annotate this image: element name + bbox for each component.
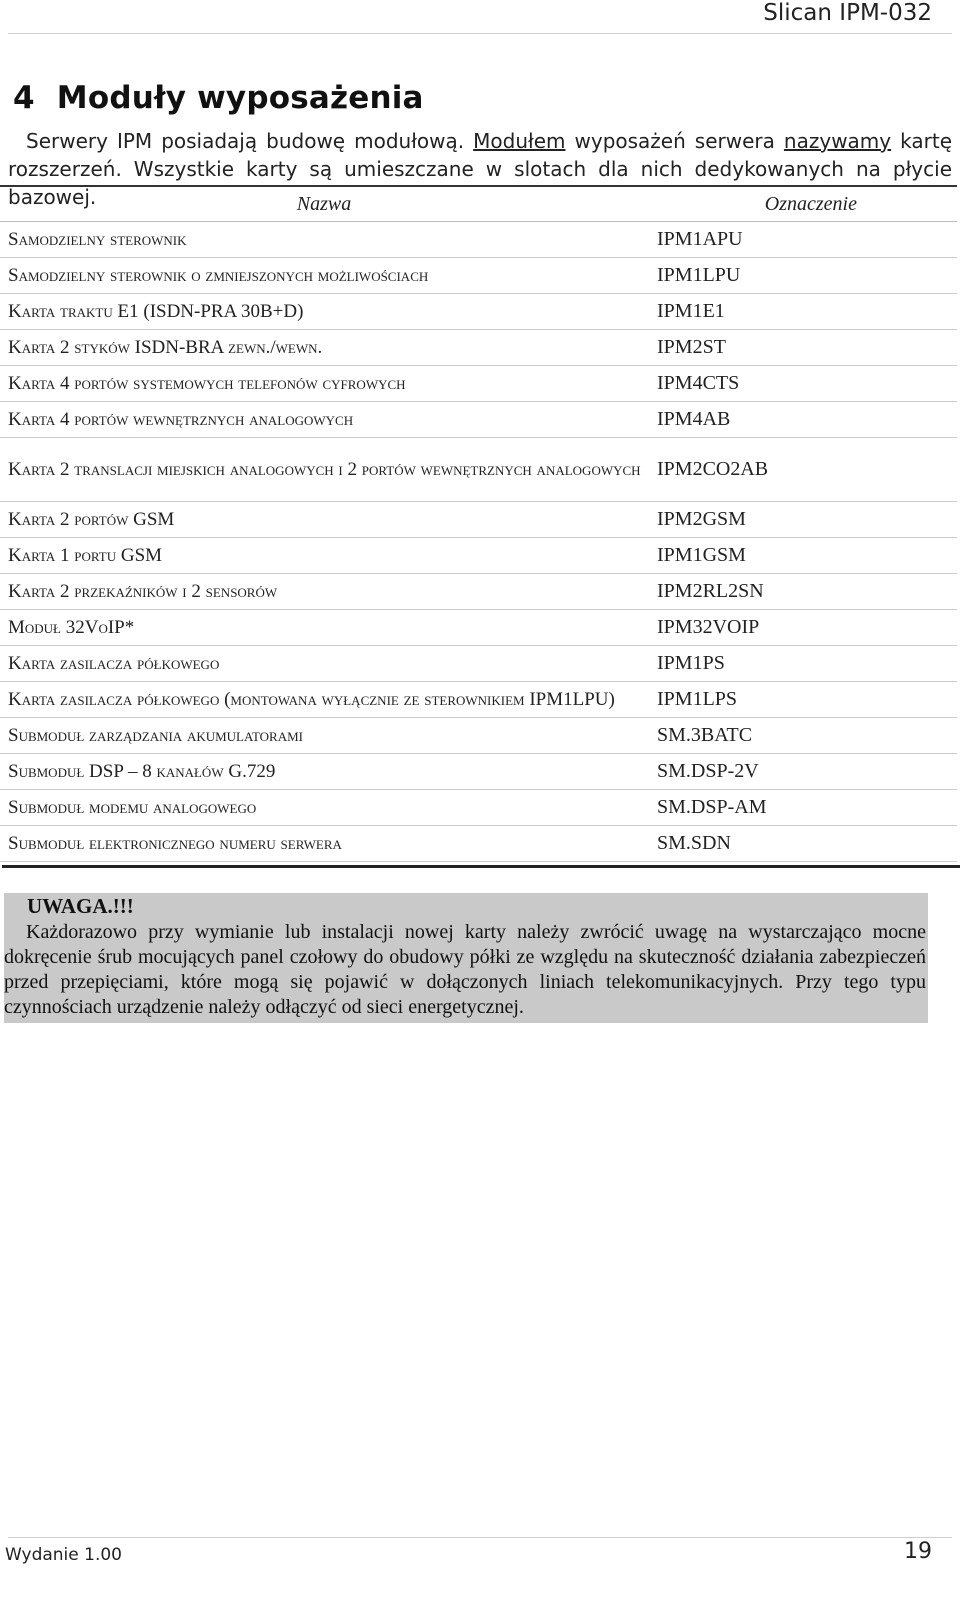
module-code: IPM1GSM xyxy=(648,538,957,574)
module-code: IPM1LPS xyxy=(648,682,957,718)
module-code: IPM2ST xyxy=(648,330,957,366)
table-row xyxy=(0,402,957,438)
table-header-row xyxy=(0,186,957,222)
table-row xyxy=(0,574,957,610)
document-title: Slican IPM-032 xyxy=(763,0,932,26)
intro-line-2: rozszerzeń. Wszystkie karty są umieszczane w slotach dla nich dedykowanych na płycie bazowej. xyxy=(8,157,952,209)
column-header-name: Nazwa xyxy=(0,186,648,222)
section-title: Moduły wyposażenia xyxy=(56,80,424,116)
section-number: 4 xyxy=(13,80,35,116)
table-row xyxy=(0,366,957,402)
module-code: IPM1E1 xyxy=(648,294,957,330)
module-code: SM.SDN xyxy=(648,826,957,862)
table-row xyxy=(0,718,957,754)
module-code: IPM1LPU xyxy=(648,258,957,294)
intro-link-modulem[interactable]: Modułem xyxy=(473,129,566,153)
table-row xyxy=(0,258,957,294)
table-row xyxy=(0,502,957,538)
module-name: Samodzielny sterownik o zmniejszonych możliwościach xyxy=(0,258,648,294)
intro-text-3: kartę xyxy=(891,129,952,153)
warning-title: UWAGA.!!! xyxy=(27,894,134,918)
module-name: Samodzielny sterownik xyxy=(0,222,648,258)
section-divider xyxy=(2,865,960,868)
module-code: SM.DSP-2V xyxy=(648,754,957,790)
edition-label: Wydanie 1.00 xyxy=(5,1545,122,1565)
module-name: Karta 2 przekaźników i 2 sensorów xyxy=(0,574,648,610)
column-header-code: Oznaczenie xyxy=(648,186,957,222)
module-code: IPM4AB xyxy=(648,402,957,438)
footer-divider xyxy=(8,1537,952,1538)
intro-link-nazywamy[interactable]: nazywamy xyxy=(783,129,892,153)
module-code: SM.3BATC xyxy=(648,718,957,754)
module-code: IPM32VOIP xyxy=(648,610,957,646)
module-name: Karta 4 portów wewnętrznych analogowych xyxy=(0,402,648,438)
module-name: Karta zasilacza półkowego xyxy=(0,646,648,682)
module-name: Karta traktu E1 (ISDN-PRA 30B+D) xyxy=(0,294,648,330)
table-row xyxy=(0,682,957,718)
module-name: Moduł 32VoIP* xyxy=(0,610,648,646)
table-row xyxy=(0,438,957,502)
page-number: 19 xyxy=(904,1539,932,1564)
table-row xyxy=(0,610,957,646)
module-code: IPM1PS xyxy=(648,646,957,682)
module-code: IPM4CTS xyxy=(648,366,957,402)
module-code: IPM1APU xyxy=(648,222,957,258)
module-name: Submoduł elektronicznego numeru serwera xyxy=(0,826,648,862)
module-name: Karta 1 portu GSM xyxy=(0,538,648,574)
intro-text-2: wyposażeń serwera xyxy=(565,129,784,153)
module-name: Karta 2 translacji miejskich analogowych i 2 portów wewnętrznych analogowych xyxy=(0,438,648,502)
modules-table xyxy=(0,185,957,862)
module-name: Submoduł zarządzania akumulatorami xyxy=(0,718,648,754)
module-code: SM.DSP-AM xyxy=(648,790,957,826)
table-row xyxy=(0,294,957,330)
table-row xyxy=(0,538,957,574)
module-name: Karta 2 styków ISDN-BRA zewn./wewn. xyxy=(0,330,648,366)
module-name: Karta 4 portów systemowych telefonów cyfrowych xyxy=(0,366,648,402)
table-row xyxy=(0,222,957,258)
table-row xyxy=(0,790,957,826)
section-heading xyxy=(13,80,424,116)
table-row xyxy=(0,330,957,366)
module-name: Submoduł DSP – 8 kanałów G.729 xyxy=(0,754,648,790)
module-code: IPM2RL2SN xyxy=(648,574,957,610)
table-row xyxy=(0,826,957,862)
module-code: IPM2GSM xyxy=(648,502,957,538)
intro-line-1 xyxy=(8,127,952,155)
warning-body: Każdorazowo przy wymianie lub instalacji nowej karty należy zwrócić uwagę na wystarczająco mocne dokręcenie śrub mocujących panel czołowy do obudowy półki ze względu na skuteczność działania zabezpieczeń przed przepięciami, które mogą się pojawić w dołączonych liniach telekomunikacyjnych. Przy tego typu czynnościach urządzenie należy odłączyć od sieci energetycznej. xyxy=(4,921,926,1018)
header-divider xyxy=(8,33,952,34)
table-row xyxy=(0,754,957,790)
table-row xyxy=(0,646,957,682)
warning-text xyxy=(4,920,926,1020)
intro-text-1: Serwery IPM posiadają budowę modułową. xyxy=(26,129,474,153)
module-name: Karta 2 portów GSM xyxy=(0,502,648,538)
module-name: Karta zasilacza półkowego (montowana wyłącznie ze sterownikiem IPM1LPU) xyxy=(0,682,648,718)
module-name: Submoduł modemu analogowego xyxy=(0,790,648,826)
module-code: IPM2CO2AB xyxy=(648,438,957,502)
